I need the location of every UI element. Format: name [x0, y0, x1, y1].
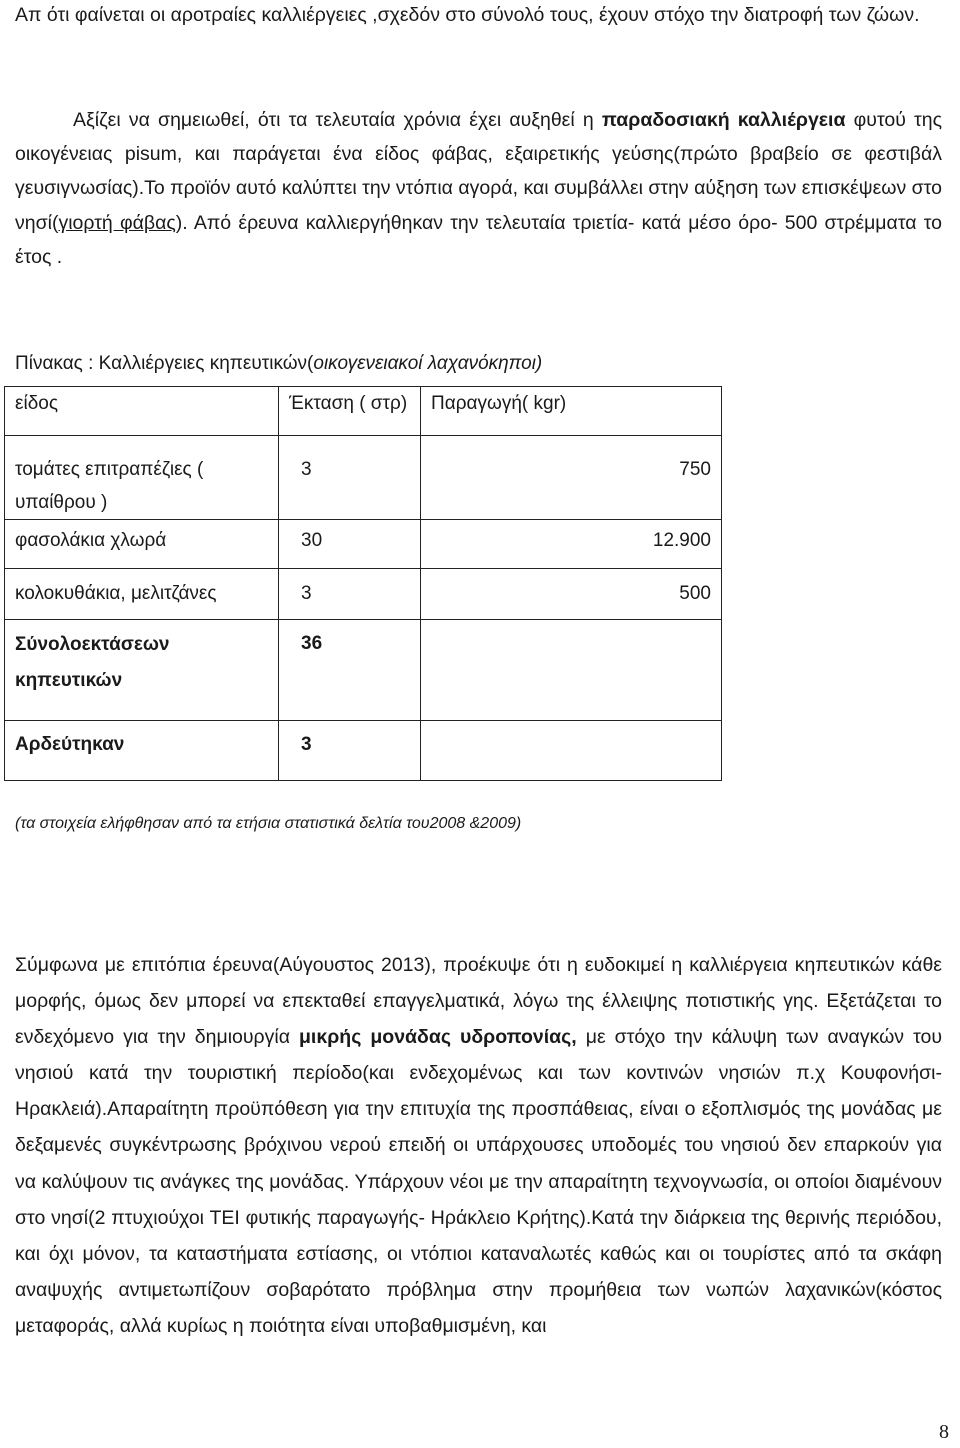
total-value: 36 — [279, 620, 421, 721]
table-row — [5, 436, 722, 520]
fava-bold: παραδοσιακή καλλιέργεια — [601, 109, 846, 131]
page-number: 8 — [939, 1421, 949, 1443]
irrigated-empty-cell — [421, 721, 722, 781]
table-caption-italic: οικογενειακοί λαχανόκηποι) — [313, 353, 543, 374]
table-caption-text: Πίνακας : Καλλιέργειες κηπευτικών( — [15, 353, 314, 374]
table-row — [5, 569, 722, 620]
row-production: 750 — [421, 436, 722, 520]
hydroponics-bold: μικρής μονάδας υδροπονίας, — [299, 1026, 577, 1049]
fava-text-3: ). Από έρευνα καλλιεργήθηκαν την τελευταία τριετία- κατά μέσο όρο- 500 στρέμματα το έτος . — [15, 211, 943, 268]
header-production: Παραγωγή( kgr) — [421, 387, 722, 436]
header-area: Έκταση ( στρ) — [279, 387, 421, 436]
hydroponics-paragraph — [15, 947, 942, 1344]
vegetable-crops-table — [4, 386, 722, 781]
irrigated-label: Αρδεύτηκαν — [5, 721, 279, 781]
table-header-row — [5, 387, 722, 436]
hydroponics-text-1: Σύμφωνα με επιτόπια έρευνα(Αύγουστος 2013), προέκυψε ότι η ευδοκιμεί η καλλιέργεια κηπευτικών κάθε μορφής, όμως δεν μπορεί να επεκταθεί επαγγελματικά, λόγω της έλλειψης ποτιστικής γης. Εξετάζεται το ενδεχόμενο για την δημιουργία — [15, 954, 942, 1049]
intro-text: Απ ότι φαίνεται οι αροτραίες καλλιέργειες ,σχεδόν στο σύνολό τους, έχουν στόχο την διατροφή των ζώων. — [15, 4, 920, 26]
fava-paragraph — [15, 103, 942, 274]
row-production: 500 — [421, 569, 722, 620]
fava-text-2: φυτού της οικογένειας pisum, και παράγεται ένα είδος φάβας, εξαιρετικής γεύσης(πρώτο βραβείο σε φεστιβάλ γευσιγνωσίας).Το προϊόν αυτό καλύπτει την ντόπια αγορά, και συμβάλλει στην αύξηση των επισκέψεων στο νησί( — [15, 109, 942, 234]
row-area: 3 — [279, 436, 421, 520]
fava-underlined: γιορτή φάβας — [58, 211, 176, 234]
row-name: τομάτες επιτραπέζιες ( υπαίθρου ) — [5, 436, 279, 520]
row-name: κολοκυθάκια, μελιτζάνες — [5, 569, 279, 620]
table-row — [5, 520, 722, 569]
source-note: (τα στοιχεία ελήφθησαν από τα ετήσια στατιστικά δελτία του2008 &2009) — [15, 815, 522, 832]
row-production: 12.900 — [421, 520, 722, 569]
intro-paragraph — [15, 0, 942, 32]
row-area: 3 — [279, 569, 421, 620]
header-type: είδος — [5, 387, 279, 436]
total-label: Σύνολοεκτάσεων κηπευτικών — [5, 620, 279, 721]
row-name: φασολάκια χλωρά — [5, 520, 279, 569]
hydroponics-text-2: με στόχο την κάλυψη των αναγκών του νησιού κατά την τουριστική περίοδο(και ενδεχομένως και των κοντινών νησιών π.χ Κουφονήσι-Ηρακλειά).Απαραίτητη προϋπόθεση για την επιτυχία της προσπάθειας, είναι ο εξοπλισμός της μονάδας με δεξαμενές συγκέντρωσης βρόχινου νερού επειδή οι υπάρχουσες υποδομές του νησιού δεν επαρκούν για να καλύψουν τις ανάγκες της μονάδας. Υπάρχουν νέοι με την απαραίτητη τεχνογνωσία, οι οποίοι διαμένουν στο νησί(2 πτυχιούχοι ΤΕΙ φυτικής παραγωγής- Ηράκλειο Κρήτης).Κατά την διάρκεια της θερινής περιόδου, και όχι μόνον, τα καταστήματα εστίασης, οι ντόπιοι καταναλωτές καθώς και οι τουρίστες από τα σκάφη αναψυχής αντιμετωπίζουν σοβαρότατο πρόβλημα στην προμήθεια των νωπών λαχανικών(κόστος μεταφοράς, αλλά κυρίως η ποιότητα είναι υποβαθμισμένη, και — [15, 1026, 943, 1337]
fava-text-1: Αξίζει να σημειωθεί, ότι τα τελευταία χρόνια έχει αυξηθεί η — [73, 109, 602, 131]
row-area: 30 — [279, 520, 421, 569]
table-caption — [15, 353, 542, 375]
table-irrigated-row — [5, 721, 722, 781]
irrigated-value: 3 — [279, 721, 421, 781]
table-total-row — [5, 620, 722, 721]
total-empty-cell — [421, 620, 722, 721]
